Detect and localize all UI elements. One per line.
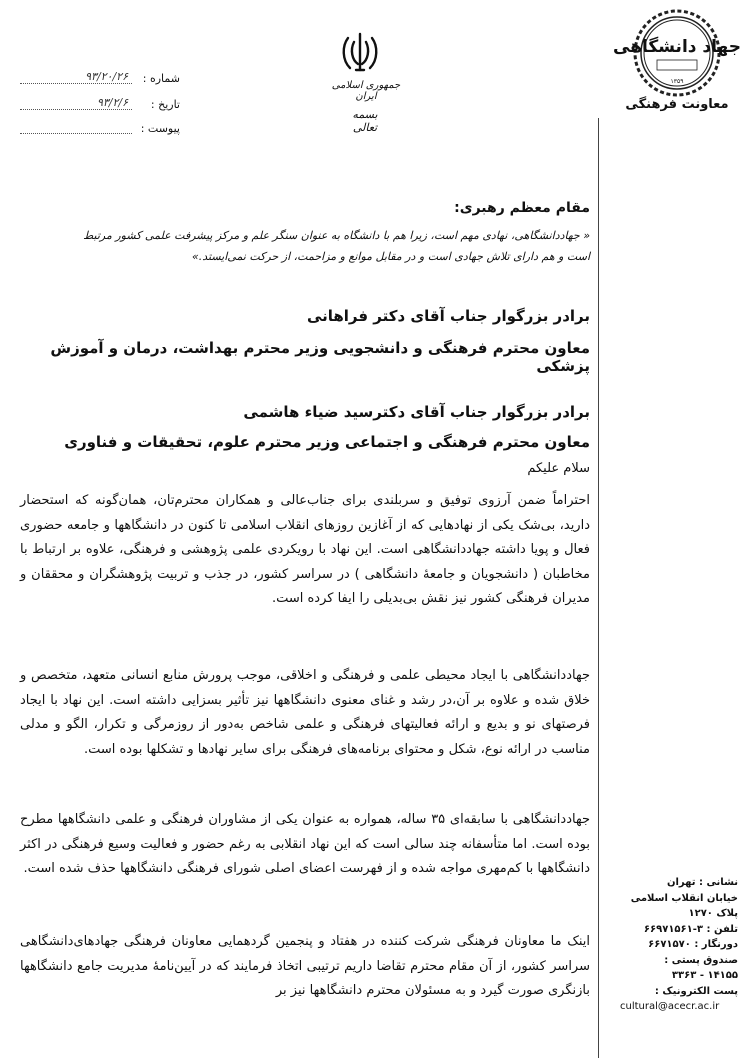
date-value: ۹۳/۲/۶: [96, 96, 128, 109]
greeting: سلام علیکم: [527, 461, 590, 476]
fax: دورنگار : ۶۶۷۱۵۷۰: [648, 939, 738, 950]
body-paragraph-1: احتراماً ضمن آرزوی توفیق و سربلندی برای جناب‌عالی و همکاران محترم‌تان، همان‌گونه که استحضار دارید، بی‌شک یکی از نهادهایی که از آغازین روزهای انقلاب اسلامی تا کنون در دانشگاهها و جامعه حضوری فعال و پویا داشته جهاددانشگاهی است. این نهاد با رویکردی علمی پژوهشی و فرهنگی، علاوه بر ارتباط با مخاطبان ( دانشجویان و جامعهٔ دانشگاهی ) در سراسر کشور، در جذب و تربیت پژوهشگران و محققان و مدیران فرهنگی کشور نیز نقش بی‌بدیلی را ایفا کرده است.: [20, 493, 590, 606]
contact-info: [620, 875, 738, 1015]
body-paragraph-3: جهاددانشگاهی با سابقه‌ای ۳۵ ساله، همواره به عنوان یکی از مشاوران فرهنگی و علمی دانشگاهها مطرح بوده است. اما متأسفانه چند سالی است که این نهاد انقلابی به رغم حضور و فعالیت وسیع فرهنگی در اکثر دانشگاهها با کم‌مهری مواجه شده و از فهرست اعضای اصلی شورای فرهنگی دانشگاهها حذف شده است.: [20, 812, 590, 876]
date-label: تاریخ :: [150, 98, 180, 111]
national-emblem: [340, 30, 380, 76]
bismillah-text: بسمه تعالی: [352, 108, 378, 134]
quote-line-1: « جهاددانشگاهی، نهادی مهم است، زیرا هم با دانشگاه به عنوان سنگر علم و مرکز پیشرفت علمی کشور مرتبط: [83, 229, 590, 242]
pobox-label: صندوق پستی :: [664, 954, 738, 966]
address-label: نشانی : تهران: [666, 877, 738, 888]
addressee-2-name: برادر بزرگوار جناب آقای دکترسید ضیاء هاشمی: [243, 403, 590, 421]
organization-logo: [613, 8, 741, 98]
date-line: [20, 109, 132, 110]
logo-year: ۱۳۵۹: [670, 78, 684, 85]
pobox-value: ۱۴۱۵۵ - ۳۳۶۳: [671, 970, 738, 981]
email-link[interactable]: cultural@acecr.ac.ir: [620, 1001, 720, 1012]
attachment-line: [20, 133, 132, 134]
number-value: ۹۳/۲۰/۲۶: [85, 70, 128, 83]
addressee-2-title: معاون محترم فرهنگی و اجتماعی وزیر محترم علوم، تحقیقات و فناوری: [64, 433, 590, 451]
quote-title: مقام معظم رهبری:: [454, 200, 590, 216]
quote-line-2: است و هم دارای تلاش جهادی است و در مقابل موانع و مزاحمت، از حرکت نمی‌ایستد.»: [191, 250, 590, 263]
attachment-label: پیوست :: [140, 122, 180, 135]
org-unit-label: معاونت فرهنگی: [625, 97, 729, 112]
phone: تلفن : ۳-۶۶۹۷۱۵۶۱: [643, 923, 738, 935]
number-label: شماره :: [142, 72, 180, 85]
logo-title: جهاد دانشگاهی: [613, 37, 741, 57]
address-number: پلاک ۱۲۷۰: [688, 908, 738, 919]
country-name: جمهوری اسلامی ایران: [331, 80, 401, 102]
number-line: [20, 83, 132, 84]
addressee-1-name: برادر بزرگوار جناب آقای دکتر فراهانی: [306, 307, 590, 325]
sidebar-divider: [598, 118, 599, 1058]
body-paragraph-4: اینک ما معاونان فرهنگی شرکت کننده در هفتاد و پنجمین گردهمایی معاونان فرهنگی جهادهای‌دانشگاهی سراسر کشور، از آن مقام محترم تقاضا داریم ترتیبی اتخاذ فرمایند که در آیین‌نامهٔ مدیریت جامع دانشگاهها بازنگری صورت گیرد و به مسئولان محترم دانشگاهها نیز بر: [20, 934, 590, 998]
addressee-1-title: معاون محترم فرهنگی و دانشجویی وزیر محترم بهداشت، درمان و آموزش پزشکی: [50, 339, 590, 375]
email-label: پست الکترونیک :: [654, 985, 738, 997]
body-paragraph-2: جهاددانشگاهی با ایجاد محیطی علمی و فرهنگی و اخلاقی، موجب پرورش منابع انسانی متعهد، متخصص و خلاق شده و علاوه بر آن،در رشد و غنای معنوی دانشگاهها نیز تأثیر بسزایی داشته است. این نهاد با ایجاد فرصتهای نو و بدیع و ارائه فعالیتهای فرهنگی و علمی شاخص به‌دور از روزمرگی و تکرار، الگو و مدلی مناسب در ارائه نوع، شکل و محتوای برنامه‌های فرهنگی برای سایر نهادها و تشکلها بوده است.: [20, 668, 590, 757]
address-street: خیابان انقلاب اسلامی: [630, 892, 738, 904]
